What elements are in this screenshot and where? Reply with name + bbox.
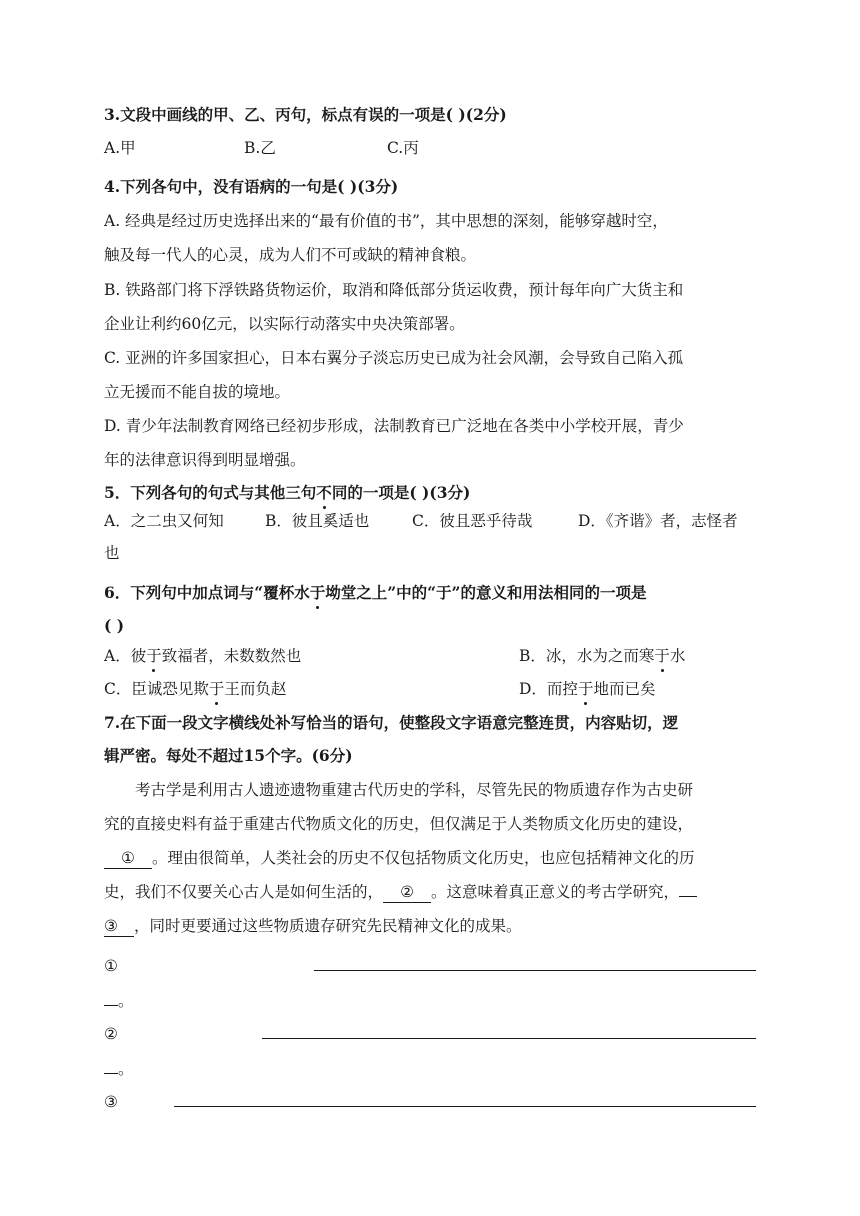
q6-option-d-dotted-char: 于 <box>577 680 594 698</box>
q7-passage-line4: 史，我们不仅要关心古人是如何生活的， ② 。这意味着真正意义的考古学研究， <box>104 881 756 903</box>
answer-1-line[interactable] <box>314 970 756 971</box>
q7-passage-blank-2: ② <box>383 882 431 903</box>
q3-option-c: C.丙 <box>387 139 419 157</box>
q5-stem <box>104 482 756 504</box>
q7-passage-line5: ③ ，同时更要通过这些物质遗存研究先民精神文化的成果。 <box>104 917 522 935</box>
q3-option-b: B.乙 <box>244 139 276 157</box>
answer-1-end: 。 <box>104 990 756 1012</box>
answer-2-end: 。 <box>104 1058 756 1080</box>
q7-passage-blank-1: ① <box>104 848 152 869</box>
q4-option-a-line2: 触及每一代人的心灵，成为人们不可或缺的精神食粮。 <box>104 246 477 264</box>
q6-option-d: D．而控于地而已矣 <box>519 680 656 698</box>
q4-stem: 4.下列各句中，没有语病的一句是( )(3分) <box>104 177 399 196</box>
q5-stem-post: 同的一项是( )(3分) <box>331 483 471 502</box>
q6-answer-paren: ( ) <box>104 616 125 635</box>
q4-option-c-line1: C. 亚洲的许多国家担心，日本右翼分子淡忘历史已成为社会风潮，会导致自己陷入孤 <box>104 349 684 367</box>
q4-option-d-line1: D. 青少年法制教育网络已经初步形成，法制教育已广泛地在各类中小学校开展，青少 <box>104 417 684 435</box>
q7-passage-blank-3-start <box>679 896 697 897</box>
q7-passage-line3: ① 。理由很简单，人类社会的历史不仅包括物质文化历史，也应包括精神文化的历 <box>104 847 756 869</box>
q7-passage-blank-3: ③ <box>104 916 134 937</box>
q7-stem-line1: 7.在下面一段文字横线处补写恰当的语句，使整段文字语意完整连贯，内容贴切，逻 <box>104 713 679 732</box>
q6-stem-pre: 6．下列句中加点词与“覆杯水 <box>104 583 310 602</box>
q5-stem-pre: 5．下列各句的句式与其他三句 <box>104 483 317 502</box>
answer-2-line[interactable] <box>262 1038 756 1039</box>
q4-option-b-line1: B. 铁路部门将下浮铁路货物运价，取消和降低部分货运收费，预计每年向广大货主和 <box>104 281 684 299</box>
q5-option-c: C．彼且恶乎待哉 <box>412 512 533 530</box>
q7-passage-line1: 考古学是利用古人遗迹遗物重建古代历史的学科，尽管先民的物质遗存作为古史研 <box>135 781 694 799</box>
q4-option-b-line2: 企业让利约60亿元，以实际行动落实中央决策部署。 <box>104 315 465 333</box>
q5-option-b: B．彼且奚适也 <box>265 512 370 530</box>
answer-3-line[interactable] <box>174 1106 756 1107</box>
q3-option-a: A.甲 <box>104 139 136 157</box>
q7-stem-line2: 辑严密。每处不超过15个字。(6分) <box>104 746 353 765</box>
q6-stem-post: 坳堂之上”中的“于”的意义和用法相同的一项是 <box>325 583 647 602</box>
q4-option-d-line2: 年的法律意识得到明显增强。 <box>104 451 306 469</box>
q4-option-a-line1: A. 经典是经过历史选择出来的“最有价值的书”，其中思想的深刻，能够穿越时空， <box>104 212 668 230</box>
q6-option-b: B．冰，水为之而寒于水 <box>519 647 686 665</box>
answer-1-label: ① <box>104 957 118 975</box>
q6-dotted-char: 于 <box>309 583 326 602</box>
q5-option-d-cont: 也 <box>104 544 120 562</box>
q5-option-a: A．之二虫又何知 <box>104 512 224 530</box>
q5-dotted-char: 不 <box>316 483 332 502</box>
answer-2-label: ② <box>104 1025 118 1043</box>
q6-stem <box>104 582 756 604</box>
q5-option-d: D．《齐谐》者，志怪者 <box>578 512 738 530</box>
q6-option-b-dotted-char: 于 <box>654 647 670 665</box>
q6-option-a-dotted-char: 于 <box>146 647 162 665</box>
q6-option-c: C．臣诚恐见欺于王而负赵 <box>104 680 287 698</box>
q3-stem: 3.文段中画线的甲、乙、丙句，标点有误的一项是( )(2分) <box>104 105 507 124</box>
q4-option-c-line2: 立无援而不能自拔的境地。 <box>104 383 291 401</box>
q6-option-a: A．彼于致福者，未数数然也 <box>104 647 302 665</box>
q6-option-c-dotted-char: 于 <box>208 680 225 698</box>
q7-passage-line2: 究的直接史料有益于重建古代物质文化的历史，但仅满足于人类物质文化历史的建设， <box>104 815 694 833</box>
answer-3-label: ③ <box>104 1093 118 1111</box>
